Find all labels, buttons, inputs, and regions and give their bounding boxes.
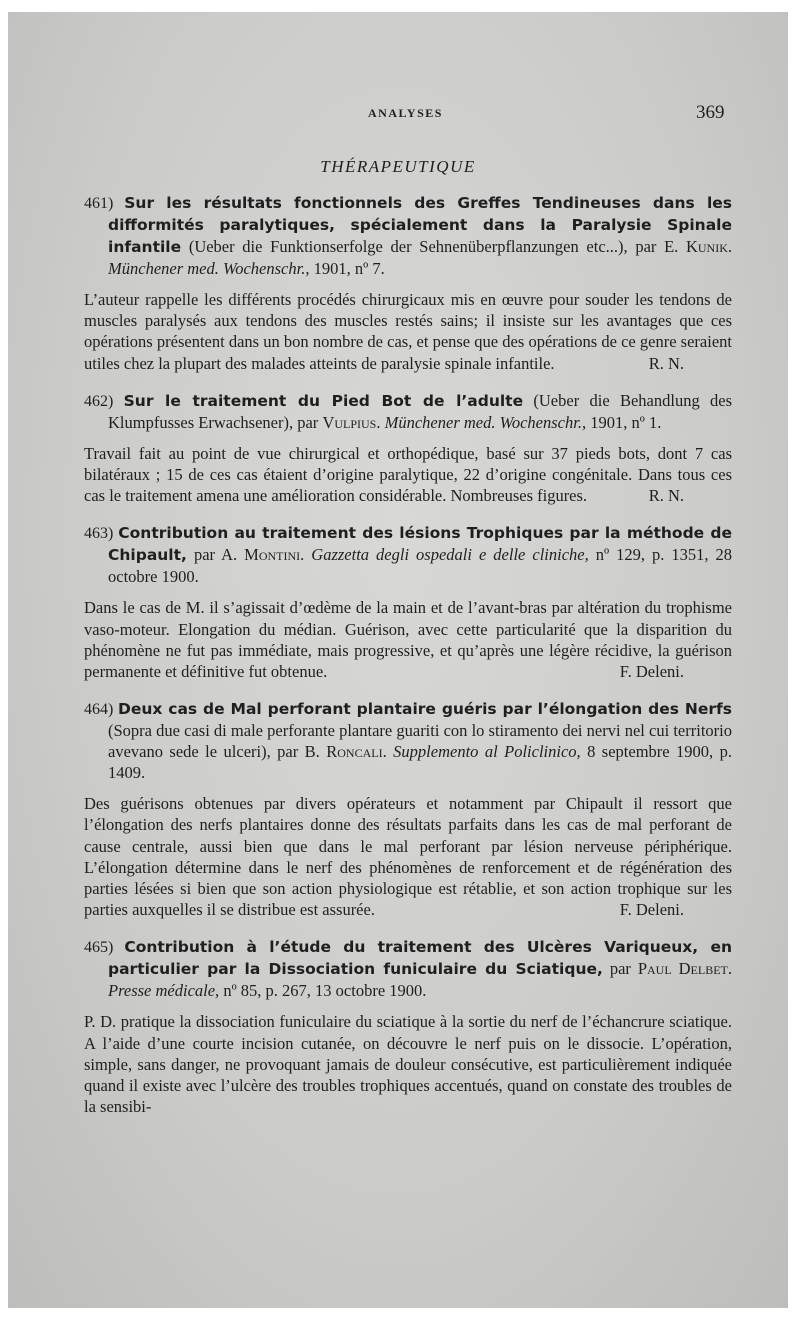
entry-ref-tail: nº 129, p. 1351, 28 octobre 1900. (108, 545, 732, 587)
entry-461 (84, 192, 732, 374)
entry-journal: Gazzetta degli ospedali e delle cliniche, (311, 545, 589, 565)
entry-body-text: L’auteur rappelle les différents procédés chirurgicaux mis en œuvre pour souder les tendons de muscles paralysés aux tendons des muscles restés sains; il insiste sur les avantages que ces opérations présentent dans un bon nombre de cas, et pense que des opérations de ce genre seraient utiles chez la plupart des malades atteints de paralysie spinale infantile. (84, 290, 732, 373)
entry-ref-tail: , 1901, nº 7. (305, 259, 385, 278)
entry-number: 463) (84, 525, 114, 543)
entry-reference: 465) Contribution à l’étude du traitement des Ulcères Variqueux, en particulier par la Dissociation funiculaire du Sciatique, par Paul Delbet. Presse médicale, nº 85, p. 267, 13 octobre 1900. (84, 938, 732, 1001)
entry-author: Montini (244, 545, 301, 565)
entry-author: Vulpius (322, 412, 377, 432)
entry-signature: F. Deleni. (619, 900, 684, 920)
entry-journal: Münchener med. Wochenschr. (108, 259, 306, 278)
entry-signature: R. N. (648, 486, 684, 506)
entry-ref-tail: 8 septembre 1900, p. 1409. (108, 742, 732, 783)
entry-title: Sur le traitement du Pied Bot de l’adulte (123, 391, 524, 410)
entry-number: 465) (84, 939, 114, 957)
entry-number: 462) (84, 392, 114, 410)
entry-ref-text: (Ueber die Funktionserfolge der Sehnenüberpflanzungen etc...), par E. (181, 237, 686, 256)
entry-ref-text: (Sopra due casi di male perforante plantare guariti con lo stiramento dei nervi nel cui territorio avevano sede le ulceri), par B. (108, 721, 732, 762)
entry-author: Kunik (685, 237, 728, 256)
entry-463 (84, 522, 732, 682)
entry-author: Roncali (326, 742, 383, 762)
entry-464 (84, 698, 732, 920)
entry-ref-tail: , 1901, nº 1. (581, 412, 662, 432)
entry-title: Sur les résultats fonctionnels des Greffes Tendineuses dans les difformités paralytiques, spécialement dans la Paralysie Spinale infantile (108, 194, 733, 256)
entry-journal: Presse médicale, (108, 981, 220, 1001)
entry-ref-text: par (602, 959, 638, 979)
entry-body (84, 597, 732, 682)
entry-reference: 464) Deux cas de Mal perforant plantaire guéris par l’élongation des Nerfs (Sopra due casi di male perforante plantare guariti con lo stiramento dei nervi nel cui territorio avevano sede le ulceri), par B. Roncali. Supplemento al Policlinico, 8 septembre 1900, p. 1409. (84, 700, 733, 783)
page-number: 369 (696, 102, 725, 123)
section-title: THÉRAPEUTIQUE (320, 157, 476, 176)
article-list (84, 192, 732, 1133)
entry-title: Contribution à l’étude du traitement des Ulcères Variqueux, en particulier par la Dissociation funiculaire du Sciatique, (108, 938, 732, 979)
entry-reference: 463) Contribution au traitement des lésions Trophiques par la méthode de Chipault, par A. Montini. Gazzetta degli ospedali e delle cliniche, nº 129, p. 1351, 28 octobre 1900. (84, 524, 733, 587)
entry-body (84, 443, 732, 507)
entry-title: Deux cas de Mal perforant plantaire guéris par l’élongation des Nerfs (117, 700, 733, 719)
entry-author: Paul Delbet (637, 959, 728, 979)
entry-body (84, 289, 732, 374)
page-header (8, 102, 788, 126)
entry-465 (84, 936, 732, 1117)
entry-body-text: Travail fait au point de vue chirurgical et orthopédique, basé sur 37 pieds bots, dont 7 cas bilatéraux ; 15 de ces cas étaient d’origine paralytique, 22 d’origine congénitale. Dans tous ces cas le traitement amena une amélioration considérable. Nombreuses figures. (84, 443, 732, 506)
entry-body (84, 793, 732, 920)
entry-body-text: Dans le cas de M. il s’agissait d’œdème de la main et de l’avant-bras par altération du trophisme vaso-moteur. Elongation du médian. Guérison, avec cette particularité que la disparition du phénomène ne fut pas immédiate, mais progressive, et qu’après une légère récidive, la guérison permanente et définitive fut obtenue. (84, 598, 732, 682)
entry-ref-tail: nº 85, p. 267, 13 octobre 1900. (219, 981, 427, 1001)
entry-462 (84, 390, 732, 507)
entry-number: 461) (84, 195, 114, 212)
entry-signature: R. N. (648, 353, 684, 373)
scanned-page (8, 12, 788, 1308)
entry-body (84, 1011, 732, 1117)
entry-body-text: P. D. pratique la dissociation funiculaire du sciatique à la sortie du nerf de l’échancrure sciatique. A l’aide d’une courte incision cutanée, on découvre le nerf puis on le dissocie. L’opération, simple, sans danger, ne provoquant jamais de douleur consécutive, est particulièrement indiquée quand il existe avec l’ulcère des troubles trophiques accentués, quand on constate des troubles de la sensibi- (84, 1012, 732, 1117)
entry-signature: F. Deleni. (619, 662, 684, 682)
entry-number: 464) (84, 701, 114, 719)
running-head: ANALYSES (368, 106, 443, 120)
entry-journal: Supplemento al Policlinico, (393, 742, 581, 762)
entry-title: Contribution au traitement des lésions Trophiques par la méthode de Chipault, (108, 524, 733, 565)
entry-journal: Münchener med. Wochenschr. (384, 412, 582, 432)
entry-reference: 461) Sur les résultats fonctionnels des Greffes Tendineuses dans les difformités paralytiques, spécialement dans la Paralysie Spinale infantile (Ueber die Funktionserfolge der Sehnenüberpflanzungen etc...), par E. Kunik. Münchener med. Wochenschr., 1901, nº 7. (84, 194, 733, 278)
entry-ref-text: (Ueber die Behandlung des Klumpfusses Erwachsener), par (108, 390, 732, 432)
entry-body-text: Des guérisons obtenues par divers opérateurs et notamment par Chipault il ressort que l’élongation des nerfs plantaires donne des résultats parfaits dans les cas de mal perforant de cause centrale, aussi bien que dans le mal perforant par lésion nerveuse périphérique. L’élongation détermine dans le nerf des phénomènes de renforcement et de régénération des parties lésées si bien que son action physiologique est rétablie, et son action trophique sur les parties auxquelles il se distribue est assurée. (84, 794, 732, 920)
entry-reference: 462) Sur le traitement du Pied Bot de l’adulte (Ueber die Behandlung des Klumpfusses Erwachsener), par Vulpius. Münchener med. Wochenschr., 1901, nº 1. (84, 390, 732, 432)
entry-ref-text: par A. (186, 545, 245, 565)
